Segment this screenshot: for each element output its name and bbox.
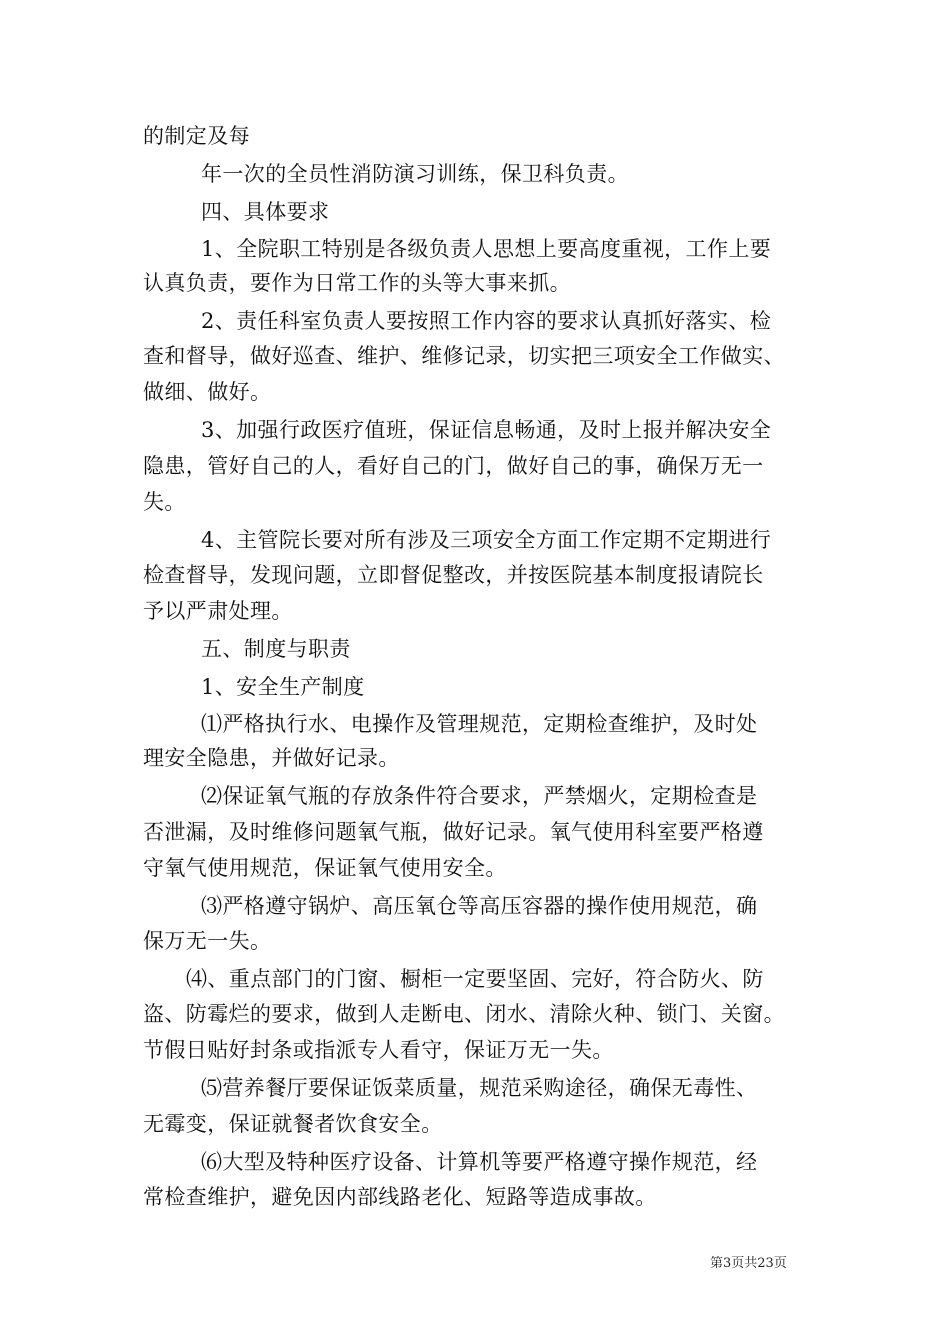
text-line: ⑵保证氧气瓶的存放条件符合要求，严禁烟火，定期检查是: [201, 784, 758, 808]
text-line: 理安全隐患，并做好记录。: [143, 746, 400, 770]
text-line: 查和督导，做好巡查、维护、维修记录，切实把三项安全工作做实、: [143, 344, 785, 368]
text-line: ⑹大型及特种医疗设备、计算机等要严格遵守操作规范，经: [201, 1150, 758, 1174]
text-line: 无霉变，保证就餐者饮食安全。: [143, 1112, 443, 1136]
text-line: 节假日贴好封条或指派专人看守，保证万无一失。: [143, 1038, 614, 1062]
text-line: 认真负责，要作为日常工作的头等大事来抓。: [143, 271, 571, 295]
text-line: 否泄漏，及时维修问题氧气瓶，做好记录。氧气使用科室要严格遵: [143, 820, 764, 844]
text-line: 失。: [143, 490, 186, 514]
text-line: 隐患，管好自己的人，看好自己的门，做好自己的事，确保万无一: [143, 454, 764, 478]
text-line: 2、责任科室负责人要按照工作内容的要求认真抓好落实、检: [201, 309, 772, 333]
text-line: ⑶严格遵守锅炉、高压氧仓等高压容器的操作使用规范，确: [201, 894, 758, 918]
text-line: 的制定及每: [143, 124, 250, 148]
section-heading: 五、制度与职责: [201, 637, 351, 661]
text-line: 4、主管院长要对所有涉及三项安全方面工作定期不定期进行: [201, 528, 772, 552]
text-line: ⑴严格执行水、电操作及管理规范，定期检查维护，及时处: [201, 712, 758, 736]
text-line: 盗、防霉烂的要求，做到人走断电、闭水、清除火种、锁门、关窗。: [143, 1002, 785, 1026]
text-line: 保万无一失。: [143, 929, 272, 953]
text-line: 3、加强行政医疗值班，保证信息畅通，及时上报并解决安全: [201, 418, 772, 442]
text-line: 常检查维护，避免因内部线路老化、短路等造成事故。: [143, 1185, 657, 1209]
subsection-heading: 1、安全生产制度: [201, 675, 365, 699]
text-line: 守氧气使用规范，保证氧气使用安全。: [143, 856, 507, 880]
text-line: 做细、做好。: [143, 380, 272, 404]
section-heading: 四、具体要求: [201, 200, 330, 224]
text-line: 1、全院职工特别是各级负责人思想上要高度重视，工作上要: [201, 237, 772, 261]
text-line: 检查督导，发现问题，立即督促整改，并按医院基本制度报请院长: [143, 563, 764, 587]
text-line: ⑷、重点部门的门窗、橱柜一定要坚固、完好，符合防火、防: [186, 967, 764, 991]
text-line: 予以严肃处理。: [143, 599, 293, 623]
text-line: ⑸营养餐厅要保证饭菜质量，规范采购途径，确保无毒性、: [201, 1076, 758, 1100]
page-number-footer: 第3页共23页: [710, 1256, 787, 1271]
text-line: 年一次的全员性消防演习训练，保卫科负责。: [201, 162, 629, 186]
